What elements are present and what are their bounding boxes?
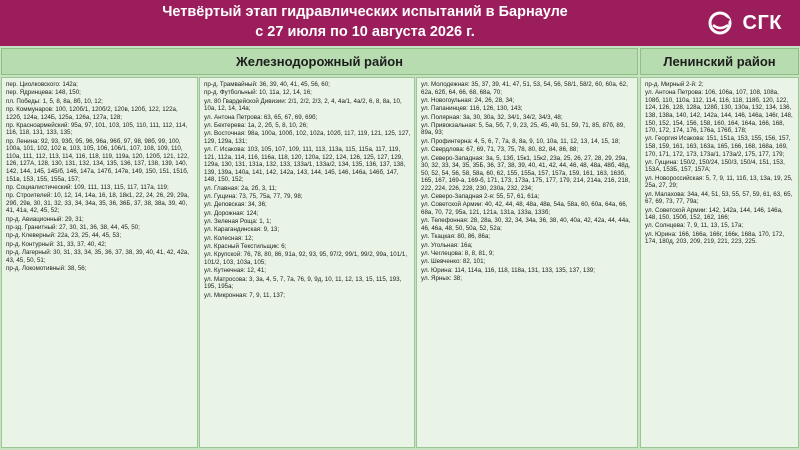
street-entry bbox=[6, 241, 194, 249]
street-name: ул. Северо-Западная 2-я: bbox=[421, 193, 495, 201]
street-name: ул. Телефонная: bbox=[421, 217, 469, 225]
street-entry bbox=[204, 292, 411, 300]
street-name: пр. Социалистический: bbox=[6, 183, 73, 191]
street-entry bbox=[6, 192, 194, 215]
street-name: ул. Привокзальная: bbox=[421, 121, 477, 129]
street-entry bbox=[6, 106, 194, 121]
street-list-column-4 bbox=[640, 77, 799, 448]
street-name: ул. Северо-Западная: bbox=[421, 154, 485, 162]
street-entry bbox=[204, 218, 411, 226]
house-numbers: 142, 142а, 144, 146, 146а, 148, 150, 150б, 152, 162, 166; bbox=[645, 206, 783, 222]
house-numbers: 3а, 5, 13б, 15к1, 15к2, 23а, 25, 26, 27, 28, 29, 29а, 30, 32, 33, 34, 35, 35Б, 36, 37, 38, 39, 40, 41, 42, 44, 46, 48, 48а, 48б, 48д, 50, 52, 54, 56, 58, 58а, 60, 62, 155, 155а, 157, 157а, 159, 161, 163, 163б, 165, 167, 169-а, 169-б, 171, 173, 173а, 175, 177, 179, 214, 214а, 216, 218, 222, 224, 226, 228, 230, 230а, 232, 234; bbox=[421, 154, 631, 192]
street-name: ул. Гущина: bbox=[204, 193, 238, 201]
street-name: ул. Малахова: bbox=[645, 190, 686, 198]
house-numbers: 2а, 2б, 3, 11; bbox=[239, 184, 277, 192]
street-entry bbox=[6, 249, 194, 264]
street-name: ул. Солнцева: bbox=[645, 222, 686, 230]
house-numbers: 73, 75, 75а, 77, 79, 98; bbox=[237, 193, 303, 201]
street-entry bbox=[204, 122, 411, 130]
street-entry bbox=[421, 193, 634, 201]
street-name: ул. Профинтерна: bbox=[421, 137, 473, 145]
street-entry bbox=[204, 193, 411, 201]
street-entry bbox=[204, 226, 411, 234]
street-entry bbox=[645, 222, 795, 230]
street-name: ул. Колесная: bbox=[204, 234, 243, 242]
street-entry bbox=[645, 135, 795, 158]
street-entry bbox=[6, 265, 194, 273]
street-name: ул. Чеглецова: bbox=[421, 249, 464, 257]
street-entry bbox=[421, 155, 634, 193]
street-entry bbox=[204, 201, 411, 209]
house-numbers: 2/1, 2/2, 2/3, 2, 4, 4а/1, 4а/2, 6, 8, 8а, 10, 10а, 12, 14, 14а; bbox=[204, 97, 402, 113]
street-entry bbox=[421, 114, 634, 122]
street-entry bbox=[421, 122, 634, 137]
house-numbers: 34, 36; bbox=[246, 201, 267, 209]
street-entry bbox=[645, 207, 795, 222]
street-name: пр-д. Футбольный: bbox=[204, 89, 258, 97]
district-header-railway: Железнодорожный район bbox=[1, 48, 638, 75]
street-name: пр-д. Клеверный: bbox=[6, 232, 56, 240]
house-numbers: 7, 9, 11, 13, 15, 17а; bbox=[685, 222, 744, 230]
street-name: ул. Советской Армии: bbox=[421, 201, 484, 209]
street-name: ул. Крупской: bbox=[204, 251, 242, 259]
street-entry bbox=[204, 267, 411, 275]
sgk-logo bbox=[707, 10, 783, 36]
house-numbers: 100, 120б/1, 120б/2, 120в, 120б, 122, 122а, 122б, 124а, 124Б, 125а, 126а, 127а, 128; bbox=[6, 106, 178, 121]
street-entry bbox=[421, 146, 634, 154]
house-numbers: 3а, 30, 30а, 32, 34/1, 34/2, 34/3, 48; bbox=[461, 113, 563, 121]
street-name: ул. Георгия Исакова: bbox=[645, 135, 705, 143]
street-name: ул. Карагандинская: bbox=[204, 226, 262, 234]
street-entry bbox=[645, 81, 795, 89]
street-name: ул. Дорожная: bbox=[204, 209, 245, 217]
page-subtitle: с 27 июля по 10 августа 2026 г. bbox=[255, 24, 475, 40]
street-entry bbox=[6, 138, 194, 183]
street-name: ул. Ткацкая: bbox=[421, 233, 456, 241]
house-numbers: 27, 30, 31, 36, 38, 44, 45, 50; bbox=[57, 224, 140, 232]
header-banner bbox=[0, 0, 800, 46]
street-name: ул. Красный Текстильщик: bbox=[204, 243, 280, 251]
house-numbers: 29, 31; bbox=[63, 215, 84, 223]
house-numbers: 30, 31, 33, 34, 35, 36, 37, 38, 39, 40, 41, 42, 42а, 43, 45, 50, 51; bbox=[6, 249, 190, 264]
street-name: ул. Полярная: bbox=[421, 113, 462, 121]
street-entry bbox=[645, 89, 795, 134]
street-entry bbox=[421, 275, 634, 283]
house-numbers: 5, 5а, 5б, 7, 9, 23, 25, 45, 49, 51, 59, 71, 85, 87б, 89, 89а, 93; bbox=[421, 121, 625, 137]
street-name: ул. Новогоульная: bbox=[421, 96, 473, 104]
street-name: пр-д. Локомотивный: bbox=[6, 264, 66, 272]
house-numbers: 151, 151а, 153, 155, 156, 157, 158, 159, 161, 163, 163а, 165, 166, 168, 168а, 169, 170, 171, 172, 173, 173а/1, 173а/2, 175, 177, 179; bbox=[645, 135, 791, 158]
street-name: пр-д. Авиационный: bbox=[6, 215, 64, 223]
house-numbers: 106, 106а, 107, 108, 108а, 108б, 110, 110а, 112, 114, 116, 118, 118б, 120, 122, 124, 126, 128, 128а, 128б, 130, 130а, 132, 134, 136, 138, 138а, 140, 142, 142а, 144, 146, 146а, 146г, 148, 150, 152, 154, 156, 158, 160, 164, 164а, 166, 168, 170, 172, 174, 176, 176а, 176б, 178; bbox=[645, 89, 793, 135]
street-name: пр. Ленина: bbox=[6, 137, 40, 145]
house-numbers: 8, 8, 81, 9; bbox=[463, 249, 495, 257]
page-title: Четвёртый этап гидравлических испытаний в Барнауле bbox=[162, 4, 568, 20]
street-name: ул. Бехтерева: bbox=[204, 121, 246, 129]
district-header-lenin: Ленинский район bbox=[640, 48, 799, 75]
street-name: ул. Советской Армии: bbox=[645, 206, 708, 214]
street-entry bbox=[421, 250, 634, 258]
house-numbers: 12, 41; bbox=[245, 267, 266, 275]
street-name: пр-д. Контурный: bbox=[6, 240, 55, 248]
house-numbers: 1, 1; bbox=[257, 218, 272, 226]
street-entry bbox=[421, 97, 634, 105]
street-entry bbox=[204, 130, 411, 145]
house-numbers: 109, 111, 113, 115, 117, 117а, 119; bbox=[72, 183, 169, 191]
street-name: пр. Коммунаров: bbox=[6, 106, 54, 114]
house-numbers: 40, 42, 44, 48, 48а, 48в, 54а, 58а, 60, 60а, 64а, 66, 68а, 70, 72, 95а, 121, 121а, 131а, 133а, 133б; bbox=[421, 201, 628, 216]
house-numbers: 22а, 23, 25, 44, 45, 53; bbox=[55, 232, 122, 240]
street-entry bbox=[204, 251, 411, 266]
house-numbers: 28, 28а, 30, 32, 34, 34а, 36, 38, 40, 40а, 42, 42а, 44, 44а, 46, 46а, 48, 50, 50а, 52, 52а; bbox=[421, 217, 631, 232]
house-numbers: 4, 5, 6, 7, 7а, 8, 8а, 9, 10, 10а, 11, 12, 13, 14, 15, 18; bbox=[472, 137, 620, 145]
street-name: пл. Победы: bbox=[6, 97, 41, 105]
house-numbers: 34а, 44, 51, 53, 55, 57, 59, 61, 63, 65, 67, 69, 73, 77, 79а; bbox=[645, 190, 793, 206]
street-entry bbox=[421, 242, 634, 250]
street-entry bbox=[645, 191, 795, 206]
street-name: ул. Микронная: bbox=[204, 291, 248, 299]
street-name: пер. Циолковского: bbox=[6, 81, 61, 88]
street-name: ул. Шевченко: bbox=[421, 258, 462, 266]
house-numbers: 76, 78, 80, 86, 91а, 92, 93, 95, 97/2, 99/1, 99/2, 99а, 101/1, 101/2, 103, 103а, 105; bbox=[204, 251, 408, 266]
house-numbers: 166, 166а, 166г, 166к, 168а, 170, 172, 174, 180д, 203, 209, 219, 221, 223, 225. bbox=[645, 230, 785, 246]
house-numbers: 148, 150; bbox=[53, 89, 81, 97]
sgk-logo-icon bbox=[707, 10, 737, 36]
house-numbers: 6; bbox=[279, 243, 287, 251]
street-entry bbox=[645, 231, 795, 246]
street-name: ул. Г. Исакова: bbox=[204, 146, 246, 154]
street-entry bbox=[204, 114, 411, 122]
street-name: ул. Свердлова: bbox=[421, 146, 465, 154]
street-entry bbox=[204, 235, 411, 243]
street-list-column-1 bbox=[1, 77, 198, 448]
house-numbers: 98а, 100а, 100б, 102, 102а, 102б, 117, 119, 121, 125, 127, 129, 129а, 131; bbox=[204, 130, 411, 145]
house-numbers: 1а, 2, 2б, 5, 8, 10, 26; bbox=[245, 121, 308, 129]
house-numbers: 5, 7, 9, 11, 11б, 13, 13а, 19, 25, 25а, 27, 29; bbox=[645, 174, 793, 190]
street-entry bbox=[204, 210, 411, 218]
street-list-column-3 bbox=[416, 77, 638, 448]
street-entry bbox=[421, 258, 634, 266]
street-name: пр-д. Лагерный: bbox=[6, 249, 52, 257]
house-numbers: 55, 57, 61, 61а; bbox=[494, 193, 540, 201]
street-entry bbox=[204, 89, 411, 97]
house-numbers: 116, 126, 130, 143; bbox=[467, 105, 523, 113]
street-entry bbox=[421, 267, 634, 275]
street-name: ул. Ярных: bbox=[421, 274, 452, 282]
house-numbers: 1, 5, 8, 8а, 8б, 10, 12; bbox=[40, 97, 103, 105]
house-numbers: 38; bbox=[451, 274, 462, 282]
street-name: пр-зд. Гранитный: bbox=[6, 224, 58, 232]
house-numbers: 95а, 97, 101, 103, 105, 110, 111, 112, 114, 116, 118, 131, 133, 135; bbox=[6, 121, 188, 137]
street-name: пр-д. Мирный 2-й: bbox=[645, 81, 697, 88]
street-name: ул. Деповская: bbox=[204, 201, 247, 209]
street-entry bbox=[204, 185, 411, 193]
street-entry bbox=[6, 224, 194, 232]
street-entry bbox=[6, 216, 194, 224]
street-name: ул. Зеленая Роща: bbox=[204, 218, 258, 226]
street-name: ул. Молодежная: bbox=[421, 81, 470, 88]
street-name: ул. Главная: bbox=[204, 184, 240, 192]
street-entry bbox=[6, 122, 194, 137]
street-name: пр. Красноармейский: bbox=[6, 121, 70, 129]
house-numbers: 16а; bbox=[458, 241, 473, 249]
street-entry bbox=[645, 159, 795, 174]
street-entry bbox=[645, 175, 795, 190]
street-entry bbox=[204, 146, 411, 184]
street-entry bbox=[204, 243, 411, 251]
street-name: ул. Восточная: bbox=[204, 130, 246, 138]
street-name: ул. Папанинцев: bbox=[421, 105, 468, 113]
house-numbers: 2; bbox=[696, 81, 704, 88]
street-name: ул. Кутнечная: bbox=[204, 267, 246, 275]
house-numbers: 103, 105, 107, 109, 111, 113, 113а, 115, 115а, 117, 119, 121, 112а, 114, 116, 116а, 118, 120, 120а, 122, 124, 126, 125, 127, 129, 129а, 130, 131, 131а, 132, 133, 133а/1, 133а/2, 134, 135, 136, 137, 138, 139, 139а, 140а, 141, 142, 142а, 143, 144, 145, 146, 146а, 146б, 147, 148, 150, 152; bbox=[204, 146, 406, 184]
street-entry bbox=[421, 201, 634, 216]
street-entry bbox=[6, 98, 194, 106]
street-name: ул. Антона Петрова: bbox=[204, 113, 263, 121]
street-entry bbox=[6, 81, 194, 89]
street-entry bbox=[204, 276, 411, 291]
street-name: ул. Матросова: bbox=[204, 275, 248, 283]
house-numbers: 7, 9, 11, 137; bbox=[247, 291, 285, 299]
house-numbers: 9, 13; bbox=[261, 226, 280, 234]
house-numbers: 82, 101; bbox=[461, 258, 486, 266]
house-numbers: 10, 12, 14, 14а, 16, 18, 18к1, 22, 24, 26, 29, 29а, 29б, 29в, 30, 31, 32, 33, 34, 34а, 35, 36, 36Б, 37, 38, 38а, 39, 40, 41, 41а, 42, 45, 52; bbox=[6, 192, 189, 215]
house-numbers: 124; bbox=[244, 209, 259, 217]
house-numbers: 80, 86, 86а; bbox=[455, 233, 491, 241]
street-entry bbox=[421, 233, 634, 241]
house-numbers: 63, 65, 67, 69, 69б; bbox=[262, 113, 318, 121]
house-numbers: 142а; bbox=[60, 81, 78, 88]
street-entry bbox=[6, 184, 194, 192]
street-name: ул. Юрина: bbox=[421, 266, 453, 274]
street-name: ул. Антона Петрова: bbox=[645, 89, 704, 97]
street-entry bbox=[204, 98, 411, 113]
street-entry bbox=[6, 232, 194, 240]
street-entry bbox=[421, 217, 634, 232]
street-list-column-2 bbox=[199, 77, 415, 448]
street-name: пер. Ядринцева: bbox=[6, 89, 54, 97]
street-name: ул. Гущина: bbox=[645, 158, 679, 166]
house-numbers: 10, 11а, 12, 14, 16; bbox=[257, 89, 312, 97]
street-entry bbox=[204, 81, 411, 89]
house-numbers: 150/2, 150/24, 150/3, 150/4, 151, 153, 153А, 153Б, 157, 157А; bbox=[645, 158, 785, 174]
street-name: пр. Строителей: bbox=[6, 192, 53, 200]
house-numbers: 67, 69, 71, 73, 75, 78, 80, 82, 84, 86, 88; bbox=[464, 146, 579, 154]
street-name: ул. Юрина: bbox=[645, 230, 677, 238]
street-name: ул. Новороссийская: bbox=[645, 174, 705, 182]
street-name: пр-д. Трамвайный: bbox=[204, 81, 258, 88]
house-numbers: 92, 93, 93б, 95, 96, 96а, 96б, 97, 98, 98б, 99, 100, 100а, 101, 102, 102 в, 103, 105, 106, 106/1, 107, 108, 109, 110, 110а, 111, 112, 113, 114, 116, 118, 119, 119а, 120, 120б, 121, 122, 126, 127А, 128, 130, 131, 132, 134, 135, 136, 137, 138, 139, 140, 142, 144, 145, 145/б, 146, 147а, 147б, 147в, 149, 150, 151, 151б, 151в, 153, 155, 155а, 157; bbox=[6, 137, 190, 183]
street-entry bbox=[421, 138, 634, 146]
street-entry bbox=[421, 81, 634, 96]
street-entry bbox=[421, 105, 634, 113]
house-numbers: 12; bbox=[243, 234, 254, 242]
house-numbers: 38, 56; bbox=[65, 264, 87, 272]
street-name: ул. 80 Гвардейской Дивизии: bbox=[204, 97, 287, 105]
house-numbers: 31, 33, 37, 40, 42; bbox=[54, 240, 107, 248]
house-numbers: 3, 3а, 4, 5, 7, 7а, 76, 9, 9д, 10, 11, 12, 13, 15, 115, 193, 195, 195а; bbox=[204, 275, 402, 291]
house-numbers: 114, 114а, 116, 118, 118а, 131, 133, 135, 137, 139; bbox=[452, 266, 595, 274]
house-numbers: 24, 26, 28, 34; bbox=[472, 96, 515, 104]
logo-text: СГК bbox=[742, 11, 782, 34]
house-numbers: 35, 37, 39, 41, 47, 51, 53, 54, 56, 58/1, 58/2, 60, 60а, 62, 62а, 62б, 64, 66, 68, 68а, 70; bbox=[421, 81, 628, 96]
street-name: ул. Угольная: bbox=[421, 241, 459, 249]
street-entry bbox=[6, 89, 194, 97]
house-numbers: 36, 39, 40, 41, 45, 56, 60; bbox=[257, 81, 330, 88]
